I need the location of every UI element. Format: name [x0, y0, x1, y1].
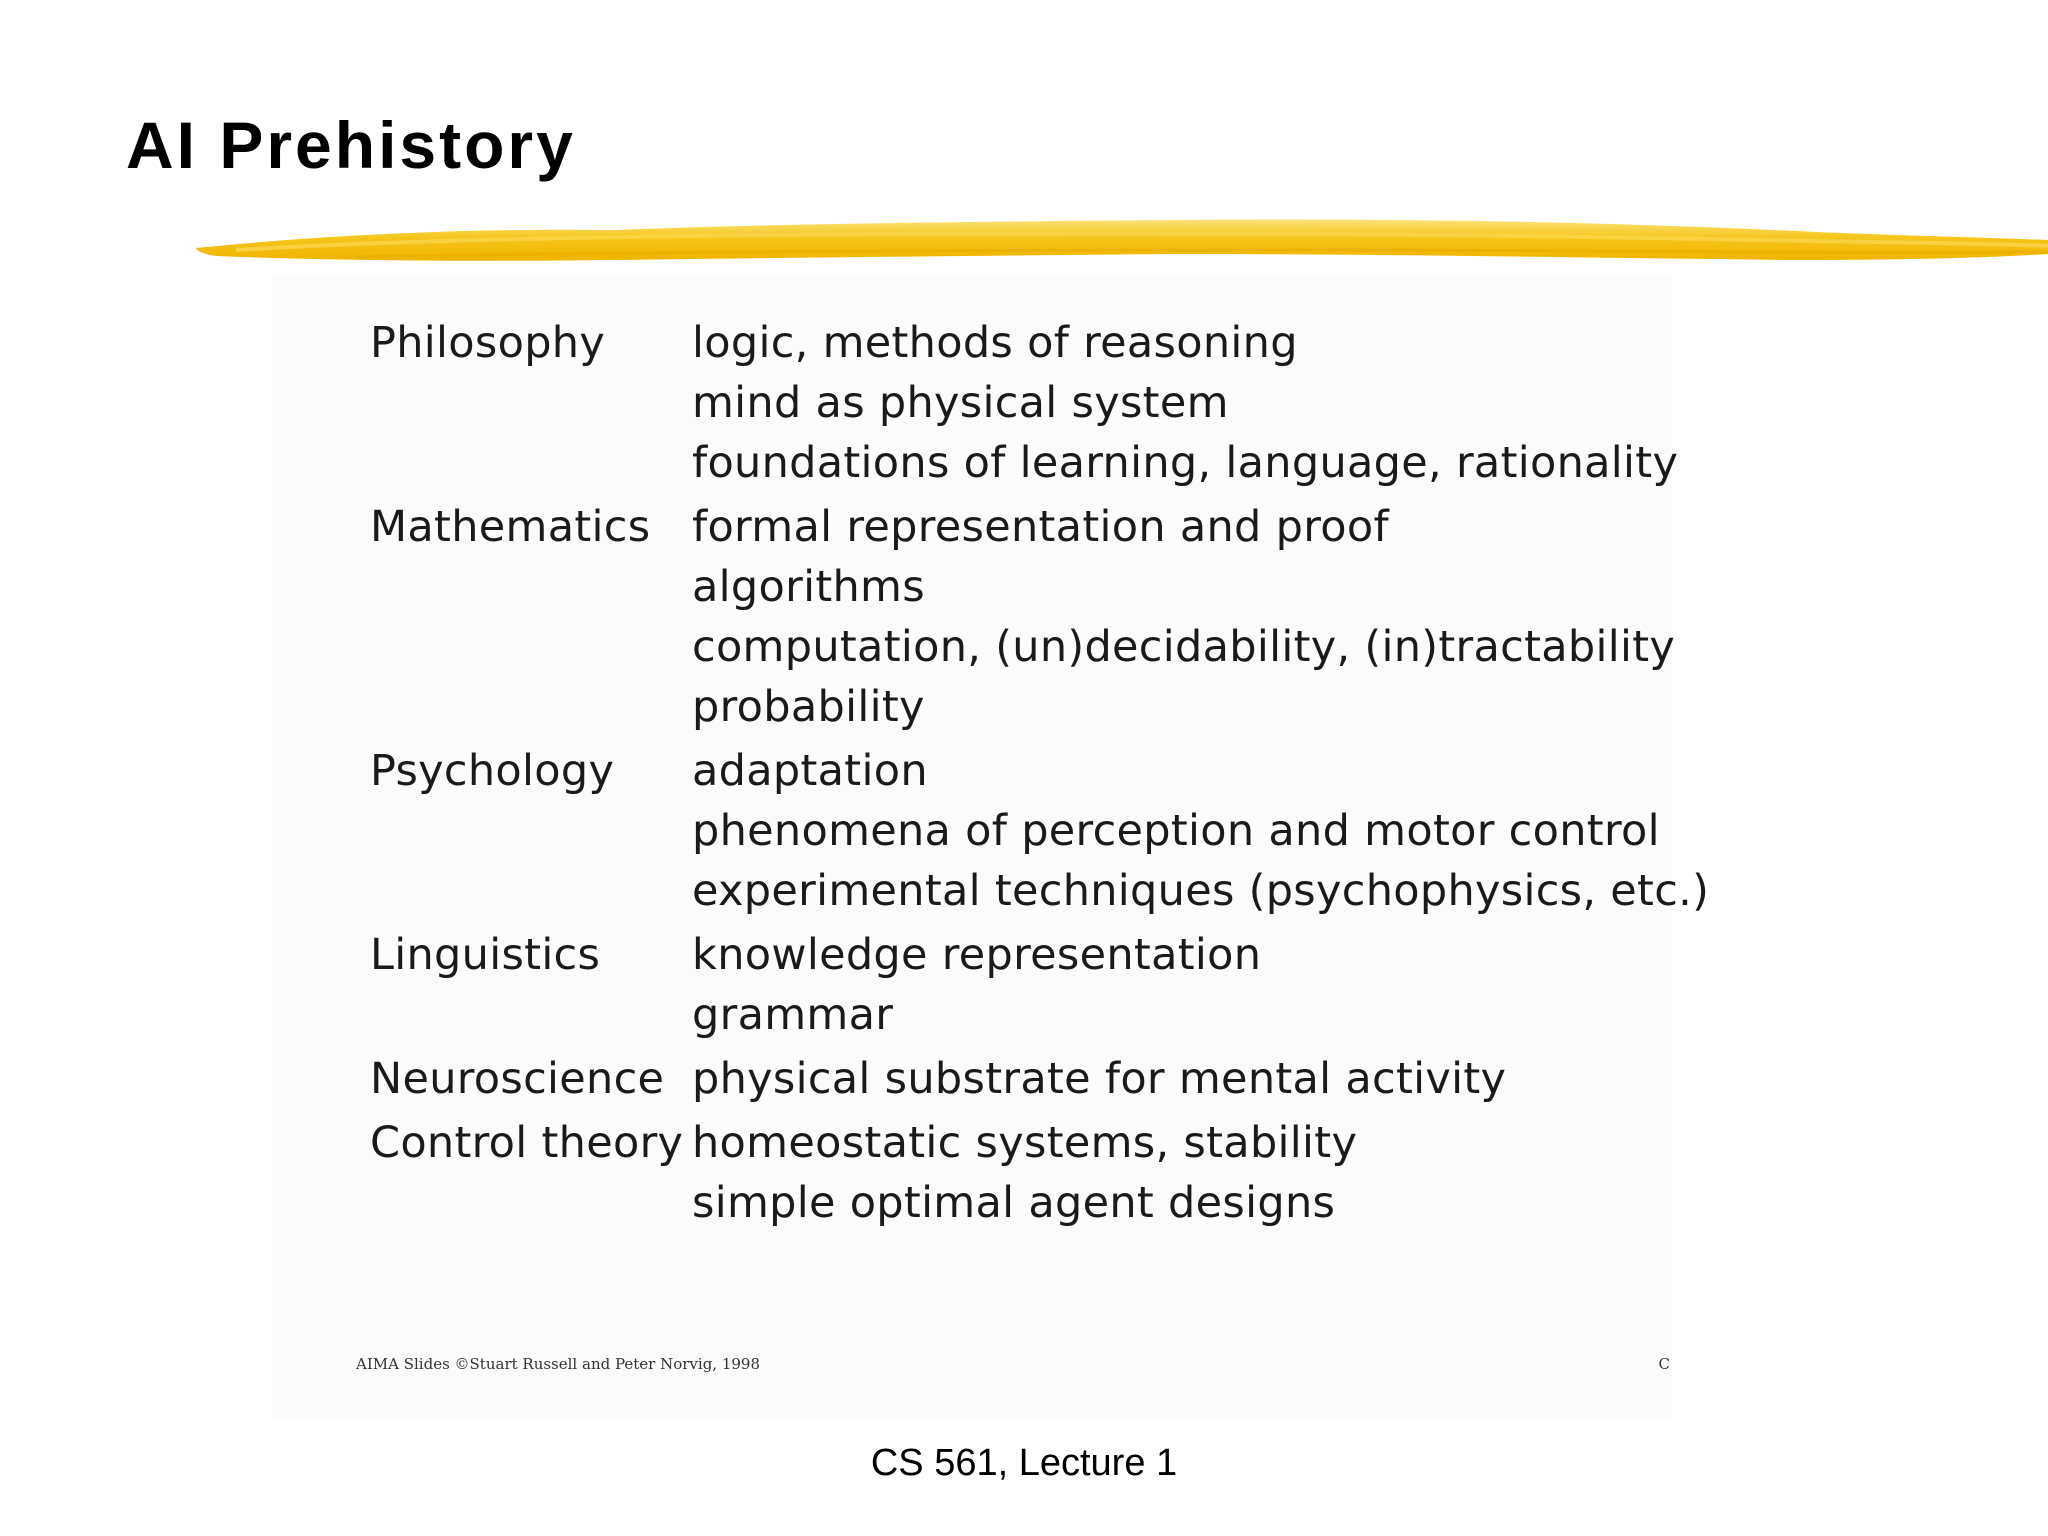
table-row: [370, 741, 1709, 921]
contribution-item: homeostatic systems, stability: [692, 1118, 1358, 1168]
contribution-item: adaptation: [692, 746, 928, 796]
table-row: [370, 1049, 1709, 1109]
field-name: Neuroscience: [370, 1054, 665, 1104]
field-name: Linguistics: [370, 930, 601, 980]
contribution-item: algorithms: [692, 562, 925, 612]
table-row: [370, 1113, 1709, 1233]
contribution-item: formal representation and proof: [692, 502, 1389, 552]
contribution-item: foundations of learning, language, rationality: [692, 438, 1679, 488]
field-name: Mathematics: [370, 502, 651, 552]
page-mark: C: [1658, 1355, 1670, 1373]
contribution-item: experimental techniques (psychophysics, etc.): [692, 866, 1710, 916]
field-name: Control theory: [370, 1118, 684, 1168]
contribution-item: logic, methods of reasoning: [692, 318, 1298, 368]
table-row: [370, 925, 1709, 1045]
field-name: Philosophy: [370, 318, 606, 368]
contribution-item: knowledge representation: [692, 930, 1262, 980]
copyright-credit: AIMA Slides ©Stuart Russell and Peter Norvig, 1998: [356, 1355, 761, 1373]
contribution-item: mind as physical system: [692, 378, 1229, 428]
slide-title: AI Prehistory: [126, 108, 576, 182]
table-row: [370, 497, 1709, 737]
slide-footer: CS 561, Lecture 1: [870, 1442, 1178, 1484]
contribution-item: physical substrate for mental activity: [692, 1054, 1507, 1104]
highlighter-stroke-decoration: [196, 210, 2048, 282]
contribution-item: phenomena of perception and motor control: [692, 806, 1660, 856]
fields-table: [370, 313, 1709, 1237]
contribution-item: grammar: [692, 990, 894, 1040]
contribution-item: computation, (un)decidability, (in)tractability: [692, 622, 1676, 672]
contribution-item: simple optimal agent designs: [692, 1178, 1336, 1228]
table-row: [370, 313, 1709, 493]
contribution-item: probability: [692, 682, 925, 732]
embedded-slide-image: [272, 275, 1710, 1420]
field-name: Psychology: [370, 746, 615, 796]
